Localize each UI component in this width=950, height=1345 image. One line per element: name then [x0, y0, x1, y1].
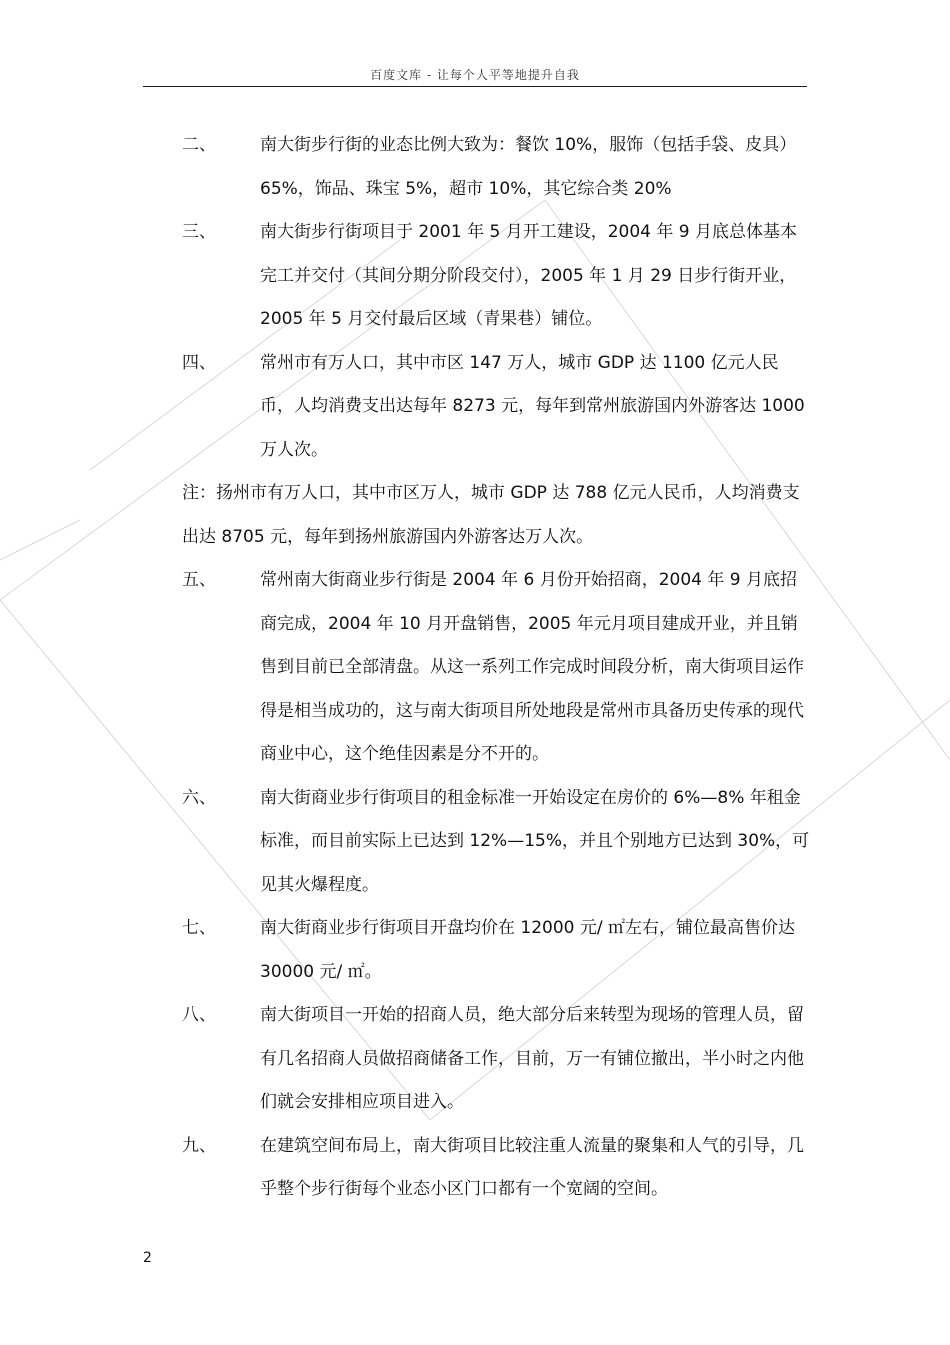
list-item	[182, 559, 810, 777]
item-text: 南大街商业步行街项目的租金标准一开始设定在房价的 6%—8% 年租金标准，而目前实际上已达到 12%—15%，并且个别地方已达到 30%，可见其火爆程度。	[260, 787, 810, 895]
item-number: 九、	[182, 1135, 216, 1156]
item-number: 二、	[182, 135, 216, 155]
list-item	[182, 994, 810, 1125]
document-body	[182, 124, 810, 1212]
item-number: 四、	[182, 352, 216, 373]
item-number: 七、	[182, 918, 216, 938]
page-header: 百度文库 - 让每个人平等地提升自我	[370, 68, 580, 82]
item-text: 南大街项目一开始的招商人员，绝大部分后来转型为现场的管理人员，留有几名招商人员做招商储备工作，目前，万一有铺位撤出，半小时之内他们就会安排相应项目进入。	[260, 1005, 804, 1112]
page-number: 2	[143, 1250, 152, 1266]
item-text: 南大街步行街的业态比例大致为：餐饮 10%，服饰（包括手袋、皮具）65%，饰品、珠宝 5%，超市 10%，其它综合类 20%	[260, 135, 797, 199]
item-number: 六、	[182, 787, 216, 808]
note-paragraph: 注：扬州市有万人口，其中市区万人，城市 GDP 达 788 亿元人民币，人均消费支出达 8705 元，每年到扬州旅游国内外游客达万人次。	[182, 483, 800, 547]
list-item	[182, 777, 810, 908]
header-divider	[143, 86, 807, 87]
list-item	[182, 1125, 810, 1212]
item-number: 五、	[182, 570, 216, 590]
item-number: 八、	[182, 1005, 216, 1025]
item-text: 常州南大街商业步行街是 2004 年 6 月份开始招商，2004 年 9 月底招商完成，2004 年 10 月开盘销售，2005 年元月项目建成开业，并且销售到目前已全部清盘。从这一系列工作完成时间段分析，南大街项目运作得是相当成功的，这与南大街项目所处地段是常州市具备历史传承的现代商业中心，这个绝佳因素是分不开的。	[260, 570, 804, 764]
list-item	[182, 211, 810, 342]
item-text: 南大街步行街项目于 2001 年 5 月开工建设，2004 年 9 月底总体基本完工并交付（其间分期分阶段交付），2005 年 1 月 29 日步行街开业，2005 年 5 月交付最后区域（青果巷）铺位。	[260, 222, 797, 329]
item-text: 在建筑空间布局上，南大街项目比较注重人流量的聚集和人气的引导，几乎整个步行街每个业态小区门口都有一个宽阔的空间。	[260, 1135, 804, 1199]
item-text: 常州市有万人口，其中市区 147 万人，城市 GDP 达 1100 亿元人民币，人均消费支出达每年 8273 元，每年到常州旅游国内外游客达 1000 万人次。	[260, 352, 805, 460]
item-number: 三、	[182, 222, 216, 242]
list-item	[182, 124, 810, 211]
list-item	[182, 342, 810, 473]
list-item	[182, 907, 810, 994]
item-text: 南大街商业步行街项目开盘均价在 12000 元/ ㎡左右，铺位最高售价达 30000 元/ ㎡。	[260, 918, 796, 982]
